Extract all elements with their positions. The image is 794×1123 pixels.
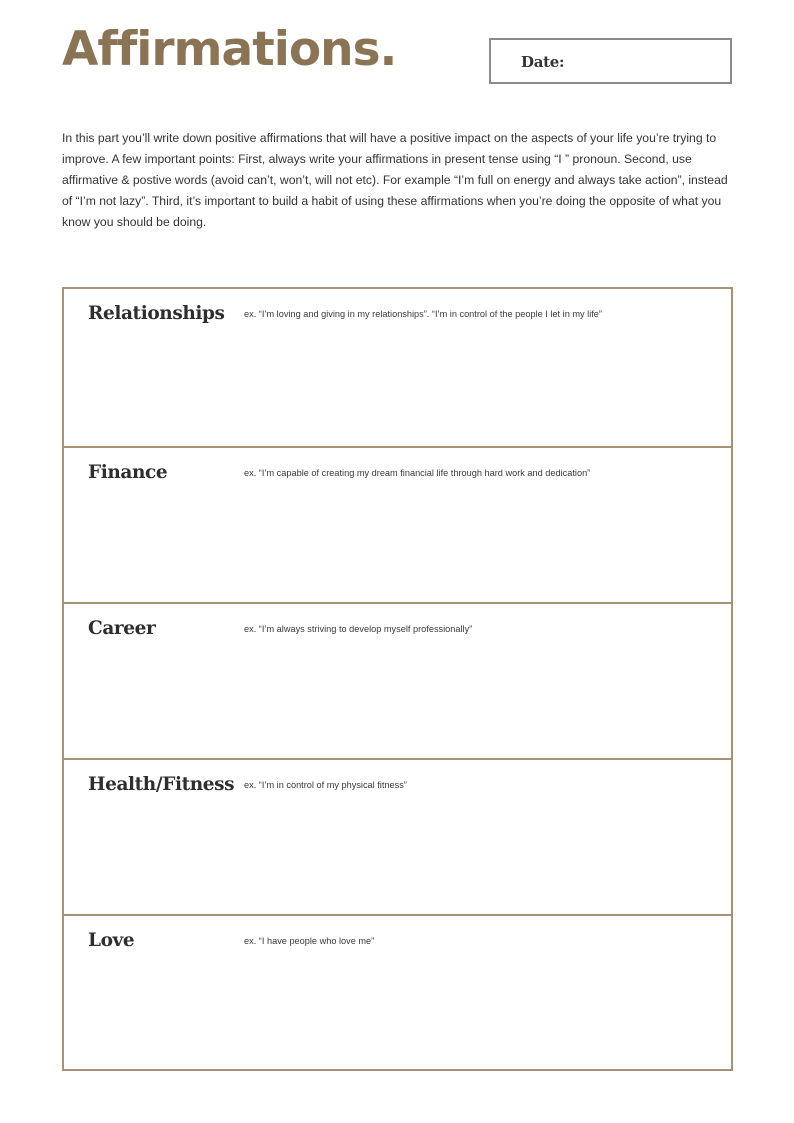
date-field[interactable] [489, 38, 732, 84]
section-finance[interactable] [64, 448, 731, 604]
section-label: Career [88, 618, 156, 639]
section-love[interactable] [64, 916, 731, 1069]
section-label: Love [88, 930, 135, 951]
section-example: ex. “I’m in control of my physical fitness” [244, 780, 407, 790]
section-health-fitness[interactable] [64, 760, 731, 916]
section-label: Relationships [88, 303, 225, 324]
affirmations-grid [62, 287, 733, 1071]
page-title: Affirmations. [62, 22, 397, 77]
section-career[interactable] [64, 604, 731, 760]
section-example: ex. “I have people who love me” [244, 936, 375, 946]
date-label: Date: [521, 53, 565, 71]
section-label: Health/Fitness [88, 774, 235, 795]
intro-paragraph: In this part you’ll write down positive affirmations that will have a positive impact on the aspects of your life you’re trying to improve. A few important points: First, always write your affirmations in present tense using “I ” pronoun. Second, use affirmative & postive words (avoid can’t, won’t, will not etc). For example “I’m full on energy and always take action”, instead of “I’m not lazy”. Third, it’s important to build a habit of using these affirmations when you’re doing the opposite of what you know you should be doing. [62, 131, 728, 229]
section-example: ex. “I’m loving and giving in my relationships”. “I’m in control of the people I let in my life” [244, 309, 602, 319]
section-relationships[interactable] [64, 289, 731, 448]
section-example: ex. “I’m always striving to develop myself professionally” [244, 624, 473, 634]
section-example: ex. “I’m capable of creating my dream financial life through hard work and dedication” [244, 468, 591, 478]
section-label: Finance [88, 462, 168, 483]
